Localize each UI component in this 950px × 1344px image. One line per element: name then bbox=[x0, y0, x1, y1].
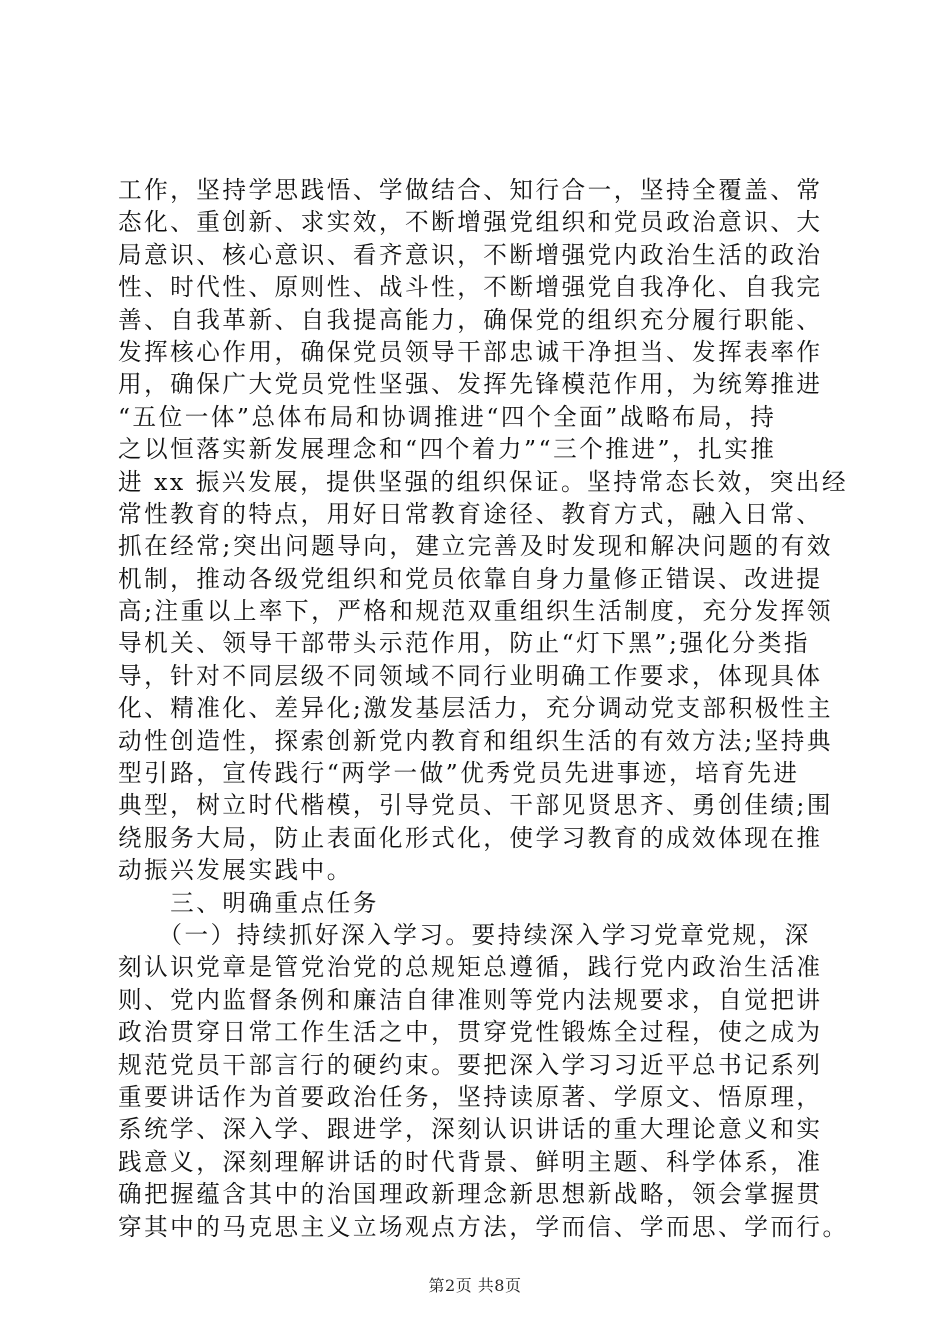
text-line: 确把握蕴含其中的治国理政新理念新思想新战略，领会掌握贯 bbox=[118, 1180, 823, 1209]
text-line: 则、党内监督条例和廉洁自律准则等党内法规要求，自觉把讲 bbox=[118, 985, 823, 1014]
text-line: （一）持续抓好深入学习。要持续深入学习党章党规，深 bbox=[118, 920, 811, 949]
text-line: 化、精准化、差异化;激发基层活力，充分调动党支部积极性主 bbox=[118, 694, 833, 723]
text-line: 发挥核心作用，确保党员领导干部忠诚干净担当、发挥表率作 bbox=[118, 337, 823, 366]
text-line: 型引路，宣传践行“两学一做”优秀党员先进事迹，培育先进 bbox=[118, 759, 800, 788]
text-line: 系统学、深入学、跟进学，深刻认识讲话的重大理论意义和实 bbox=[118, 1115, 823, 1144]
text-line: 高;注重以上率下，严格和规范双重组织生活制度，充分发挥领 bbox=[118, 597, 833, 626]
text-line: 机制，推动各级党组织和党员依靠自身力量修正错误、改进提 bbox=[118, 564, 823, 593]
text-line: 善、自我革新、自我提高能力，确保党的组织充分履行职能、 bbox=[118, 305, 823, 334]
text-line: 导机关、领导干部带头示范作用，防止“灯下黑”;强化分类指 bbox=[118, 629, 810, 658]
page-footer: 第2页 共8页 bbox=[428, 1276, 522, 1295]
text-line: 政治贯穿日常工作生活之中，贯穿党性锻炼全过程，使之成为 bbox=[118, 1018, 823, 1047]
text-line: 进 xx 振兴发展，提供坚强的组织保证。坚持常态长效，突出经 bbox=[118, 467, 849, 496]
text-line: 绕服务大局，防止表面化形式化，使学习教育的成效体现在推 bbox=[118, 823, 823, 852]
text-line: 践意义，深刻理解讲话的时代背景、鲜明主题、科学体系，准 bbox=[118, 1147, 823, 1176]
text-line: 重要讲话作为首要政治任务，坚持读原著、学原文、悟原理， bbox=[118, 1082, 823, 1111]
text-line: “五位一体”总体布局和协调推进“四个全面”战略布局，持 bbox=[118, 402, 777, 431]
text-line: 用，确保广大党员党性坚强、发挥先锋模范作用，为统筹推进 bbox=[118, 370, 823, 399]
text-line: 性、时代性、原则性、战斗性，不断增强党自我净化、自我完 bbox=[118, 273, 823, 302]
text-line: 态化、重创新、求实效，不断增强党组织和党员政治意识、大 bbox=[118, 208, 823, 237]
text-line: 导，针对不同层级不同领域不同行业明确工作要求，体现具体 bbox=[118, 661, 823, 690]
text-line: 穿其中的马克思主义立场观点方法，学而信、学而思、学而行。 bbox=[118, 1212, 849, 1241]
text-line: 工作，坚持学思践悟、学做结合、知行合一，坚持全覆盖、常 bbox=[118, 176, 823, 204]
document-body bbox=[118, 174, 858, 1243]
text-line: 常性教育的特点，用好日常教育途径、教育方式，融入日常、 bbox=[118, 499, 823, 528]
text-line: 局意识、核心意识、看齐意识，不断增强党内政治生活的政治 bbox=[118, 240, 823, 269]
text-line: 规范党员干部言行的硬约束。要把深入学习习近平总书记系列 bbox=[118, 1050, 823, 1079]
text-line: 三、明确重点任务 bbox=[118, 888, 379, 917]
text-line: 动性创造性，探索创新党内教育和组织生活的有效方法;坚持典 bbox=[118, 726, 833, 755]
text-line: 典型，树立时代楷模，引导党员、干部见贤思齐、勇创佳绩;围 bbox=[118, 791, 833, 820]
text-line: 动振兴发展实践中。 bbox=[118, 856, 353, 885]
text-line: 抓在经常;突出问题导向，建立完善及时发现和解决问题的有效 bbox=[118, 532, 833, 561]
text-line: 刻认识党章是管党治党的总规矩总遵循，践行党内政治生活准 bbox=[118, 953, 823, 982]
text-line: 之以恒落实新发展理念和“四个着力”“三个推进”，扎实推 bbox=[118, 435, 777, 464]
